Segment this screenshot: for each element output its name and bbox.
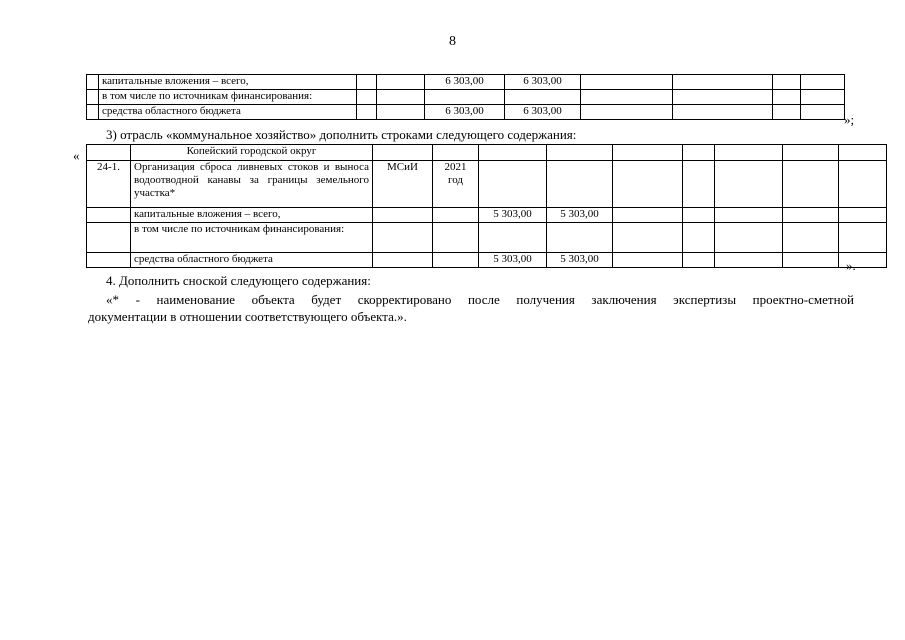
table-cell (87, 253, 131, 268)
object-name: Организация сброса ливневых стоков и выноса водоотводной канавы за границы земельного участка* (131, 161, 373, 208)
cell-value (425, 90, 505, 105)
item-number: 24-1. (87, 161, 131, 208)
table-cell (87, 145, 131, 161)
page-number: 8 (449, 34, 456, 49)
row-label: средства областного бюджета (99, 105, 357, 120)
table-cell (715, 223, 783, 253)
section-4-text: 4. Дополнить сноской следующего содержания: (106, 273, 371, 288)
table-cell (581, 90, 673, 105)
cell-value (547, 223, 613, 253)
table-cell (839, 145, 887, 161)
closing-quote: ». (846, 258, 856, 273)
table-cell (673, 75, 773, 90)
table-cell (479, 145, 547, 161)
table-cell (479, 161, 547, 208)
table-cell (613, 145, 683, 161)
table-cell (715, 145, 783, 161)
table-cell (773, 90, 801, 105)
table-cell (357, 75, 377, 90)
customer: МСиИ (373, 161, 433, 208)
table-cell (373, 253, 433, 268)
table-cell (377, 90, 425, 105)
table-cell (801, 105, 845, 120)
table-cell (683, 161, 715, 208)
table-cell (613, 253, 683, 268)
cell-value (505, 90, 581, 105)
table-cell (783, 223, 839, 253)
table-cell (783, 145, 839, 161)
row-label: в том числе по источникам финансирования: (131, 223, 373, 253)
row-label: средства областного бюджета (131, 253, 373, 268)
row-label: в том числе по источникам финансирования: (99, 90, 357, 105)
table-cell (683, 208, 715, 223)
cell-value: 5 303,00 (479, 208, 547, 223)
table-cell (613, 208, 683, 223)
table-cell (87, 223, 131, 253)
table-row (87, 253, 887, 268)
table-cell (673, 105, 773, 120)
table-cell (433, 208, 479, 223)
table-cell (801, 75, 845, 90)
cell-value (479, 223, 547, 253)
table-cell (673, 90, 773, 105)
table-cell (581, 105, 673, 120)
opening-quote: « (73, 148, 80, 163)
table-new-rows (86, 144, 887, 268)
table-cell (581, 75, 673, 90)
table-cell (715, 208, 783, 223)
footnote-line-2: документации в отношении соответствующего объекта.». (88, 309, 407, 324)
footnote-line-1: «* - наименование объекта будет скорректировано после получения заключения экспертизы проектно-сметной (106, 292, 854, 307)
table-continuation (86, 74, 845, 120)
cell-value: 6 303,00 (505, 75, 581, 90)
table-cell (547, 145, 613, 161)
table-cell (683, 223, 715, 253)
table-cell (377, 105, 425, 120)
district-name: Копейский городской округ (131, 145, 373, 161)
table-cell (433, 145, 479, 161)
table-cell (783, 208, 839, 223)
cell-value: 6 303,00 (425, 105, 505, 120)
table-cell (801, 90, 845, 105)
table-cell (373, 145, 433, 161)
table-cell (373, 208, 433, 223)
table-row (87, 75, 845, 90)
table-cell (613, 161, 683, 208)
table-cell (433, 223, 479, 253)
table-row (87, 208, 887, 223)
table-cell (783, 161, 839, 208)
table-cell (377, 75, 425, 90)
table-cell (87, 208, 131, 223)
table-cell (433, 253, 479, 268)
table-cell (715, 253, 783, 268)
table-cell (683, 253, 715, 268)
year: 2021 год (433, 161, 479, 208)
table-cell (547, 161, 613, 208)
table-cell (357, 105, 377, 120)
table-cell (87, 105, 99, 120)
row-label: капитальные вложения – всего, (131, 208, 373, 223)
table-row (87, 223, 887, 253)
cell-value: 5 303,00 (547, 253, 613, 268)
table-cell (683, 145, 715, 161)
table-cell (839, 161, 887, 208)
section-3-text: 3) отрасль «коммунальное хозяйство» дополнить строками следующего содержания: (106, 127, 577, 142)
table-cell (613, 223, 683, 253)
row-label: капитальные вложения – всего, (99, 75, 357, 90)
cell-value: 6 303,00 (425, 75, 505, 90)
cell-value: 6 303,00 (505, 105, 581, 120)
table-cell (87, 90, 99, 105)
table-row (87, 90, 845, 105)
closing-quote: »; (844, 112, 855, 127)
table-cell (783, 253, 839, 268)
table-cell (773, 105, 801, 120)
table-cell (357, 90, 377, 105)
table-cell (373, 223, 433, 253)
table-cell (839, 223, 887, 253)
table-cell (839, 208, 887, 223)
table-cell (773, 75, 801, 90)
cell-value: 5 303,00 (547, 208, 613, 223)
table-row (87, 105, 845, 120)
table-row (87, 161, 887, 208)
table-cell (87, 75, 99, 90)
table-cell (715, 161, 783, 208)
cell-value: 5 303,00 (479, 253, 547, 268)
table-row (87, 145, 887, 161)
